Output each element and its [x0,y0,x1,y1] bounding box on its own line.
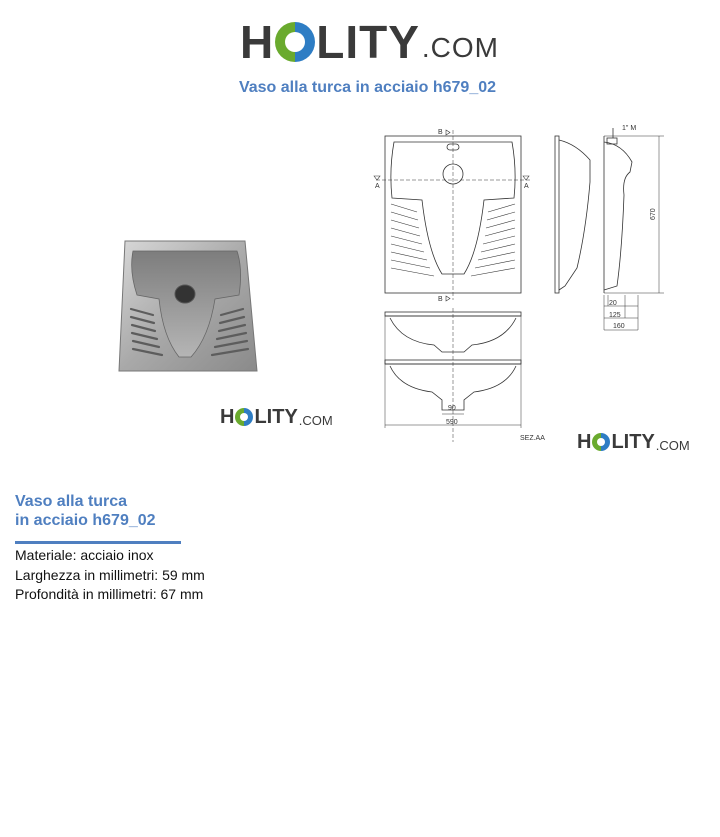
logo-domain: .COM [655,437,690,453]
product-heading-line-1: Vaso alla turca [15,493,128,510]
drawing-label-b-bottom: B [438,296,443,303]
drawing-label-a-right: A [524,183,529,190]
technical-drawing [372,120,672,446]
watermark-logo-photo [220,404,333,430]
spec-value: 59 mm [162,566,205,583]
spec-material [15,546,205,566]
product-photo [117,239,261,373]
logo-letters: LITY [254,405,298,428]
drawing-dim-90: 90 [448,405,456,412]
spec-value: 67 mm [160,586,204,602]
spec-label: Profondità in millimetri: [15,586,157,602]
spec-label: Larghezza in millimetri: [15,566,159,583]
drawing-label-a-left: A [375,183,380,190]
holity-logo[interactable] [240,14,499,70]
drawing-dim-20: 20 [609,300,617,307]
drawing-label-b-top: B [438,129,443,136]
logo-o-icon [275,22,315,62]
page-title: Vaso alla turca in acciaio h679_02 [238,79,497,96]
logo-letters: LITY [316,16,420,68]
spec-width [15,566,205,586]
drawing-dim-160: 160 [613,323,625,330]
drawing-dim-125: 125 [609,312,621,319]
logo-letters: LITY [611,430,655,453]
drawing-label-thread: 1" M [622,125,637,132]
watermark-logo-drawing [577,429,690,455]
logo-o-icon [592,433,610,451]
spec-list [15,546,205,605]
drawing-dim-height: 670 [650,208,657,220]
logo-letter-h: H [240,16,275,68]
logo-letter-h: H [577,430,592,453]
heading-underline [15,541,181,544]
product-heading [15,492,156,530]
spec-label: Materiale: [15,547,77,563]
logo-domain: .COM [421,32,500,63]
drawing-section-caption: SEZ.AA [520,435,545,442]
product-heading-line-2: in acciaio h679_02 [15,512,156,529]
logo-domain: .COM [298,412,333,428]
logo-letter-h: H [220,405,235,428]
spec-depth [15,585,205,605]
drawing-dim-590: 590 [446,419,458,426]
spec-value: acciaio inox [80,547,154,563]
logo-o-icon [235,408,253,426]
